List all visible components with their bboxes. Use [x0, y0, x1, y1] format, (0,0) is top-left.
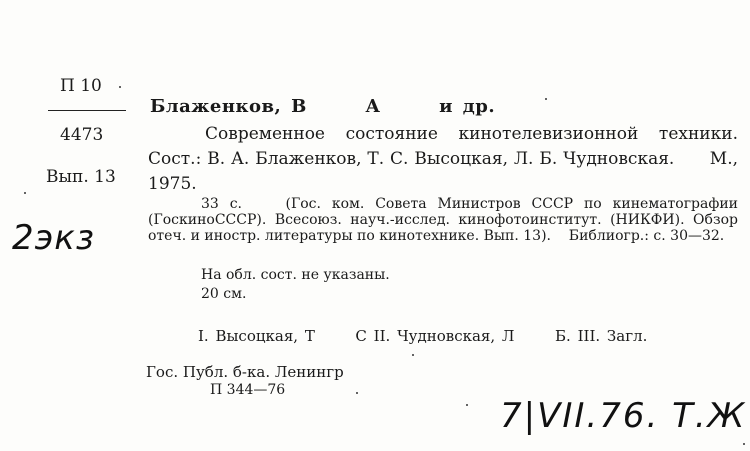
title-statement	[148, 122, 744, 197]
speck	[743, 443, 745, 445]
speck	[466, 404, 468, 406]
physical-description	[148, 196, 743, 244]
speck	[545, 98, 547, 100]
speck	[119, 86, 121, 88]
shelf-mark-divider	[48, 110, 126, 111]
author-heading: Блаженков, В А и др.	[150, 96, 496, 117]
speck	[356, 392, 358, 394]
library-name: Гос. Публ. б-ка. Ленингр	[146, 363, 344, 381]
handwritten-date-note: 7|VII.76. Т.Ж	[500, 396, 747, 436]
size-note: 20 см.	[201, 286, 247, 302]
description-text: 33 с. (Гос. ком. Совета Министров СССР по кинематографии (ГоскиноСССР). Всесоюз. науч.-исслед. кинофотоинститут. (НИКФИ). Обзор отеч. и иностр. литературы по кинотехнике. Вып. 13). Библиогр.: с. 30—32.	[148, 196, 743, 244]
circulation-note: На обл. сост. не указаны.	[201, 267, 390, 283]
library-code: П 344—76	[210, 382, 286, 398]
speck	[412, 354, 414, 356]
shelf-mark-number: 4473	[60, 125, 104, 145]
shelf-mark-top: П 10	[60, 76, 102, 96]
speck	[24, 192, 26, 194]
issue-label: Вып. 13	[46, 167, 116, 187]
handwritten-copies-note: 2экз	[12, 218, 95, 258]
tracing-line: I. Высоцкая, Т С II. Чудновская, Л Б. III. Загл.	[198, 327, 648, 345]
title-text: Современное состояние кинотелевизионной техники. Сост.: В. А. Блаженков, Т. С. Высоцкая, Л. Б. Чудновская. М., 1975.	[148, 124, 744, 194]
